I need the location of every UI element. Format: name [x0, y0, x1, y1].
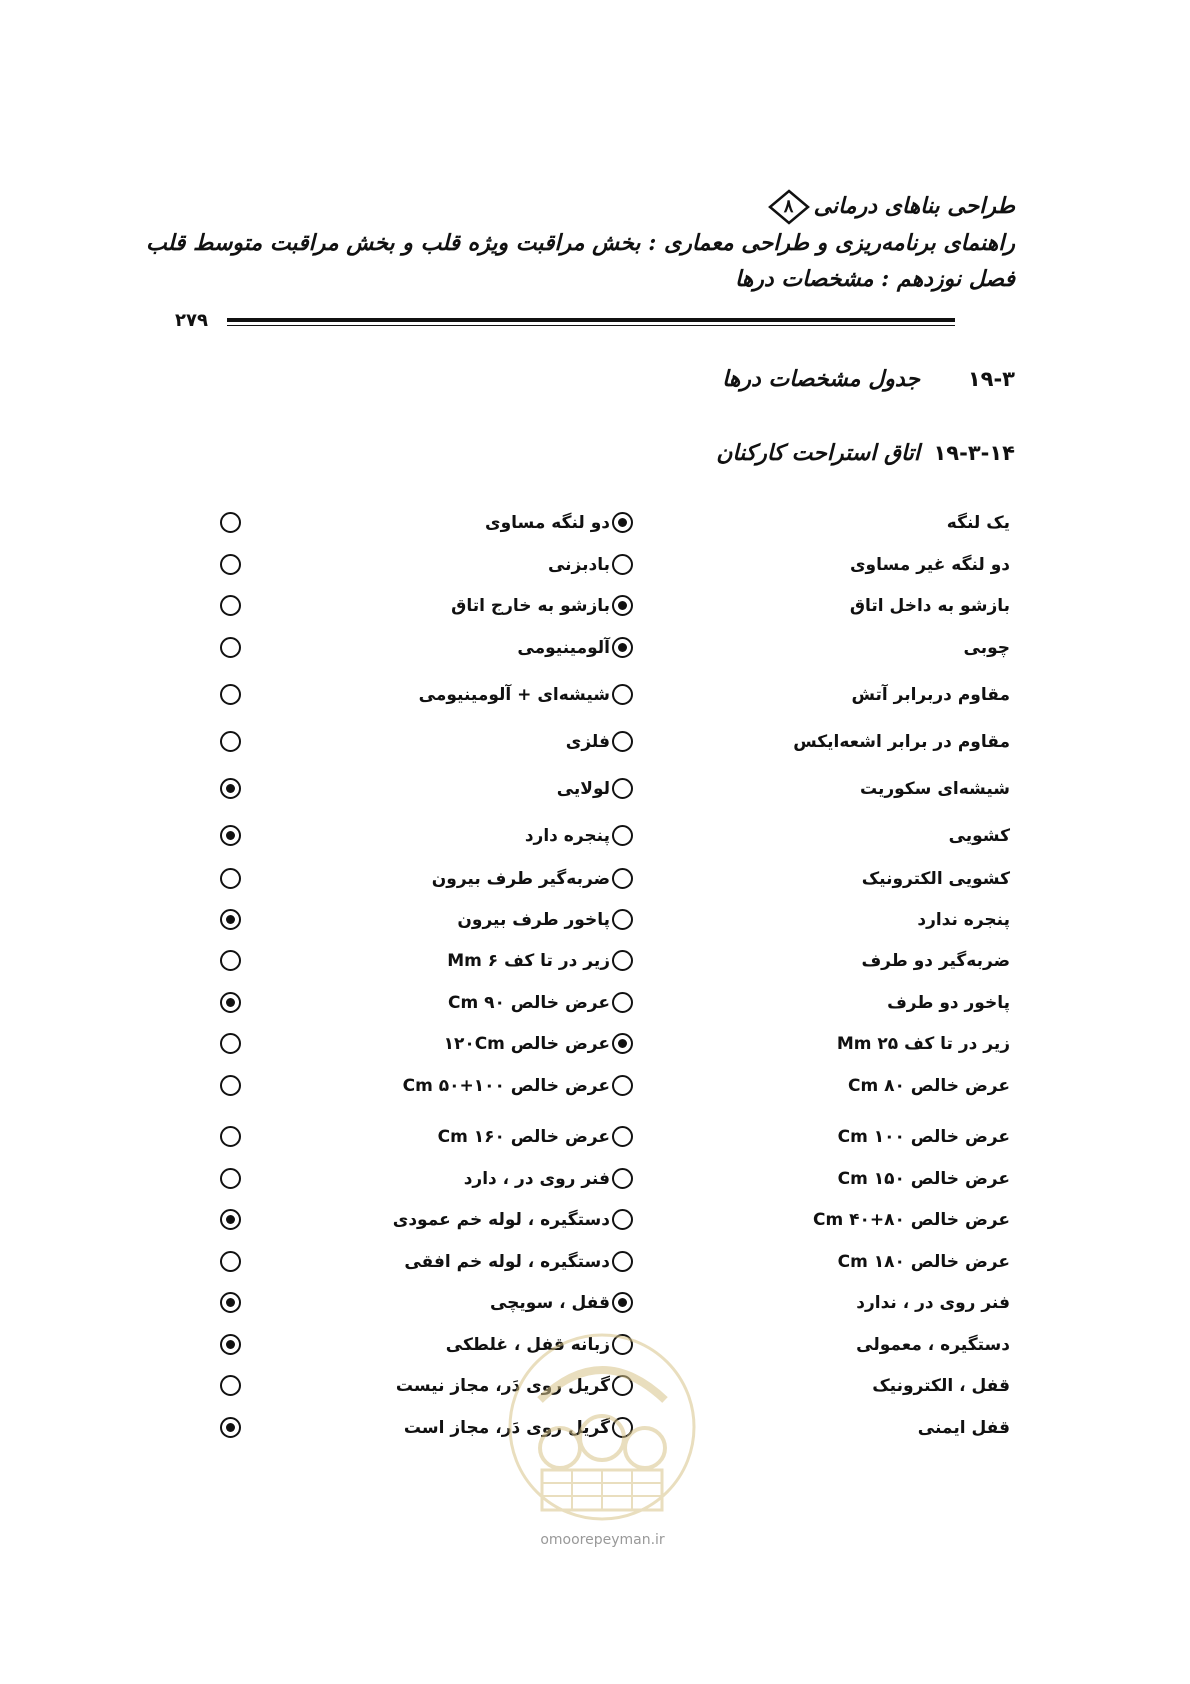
option-row	[210, 727, 1010, 757]
option-row	[210, 1247, 1010, 1277]
option-row	[210, 988, 1010, 1018]
radio-unchecked[interactable]	[612, 992, 633, 1013]
option-label: عرض خالص Cm ۱۶۰	[437, 1127, 610, 1147]
option-label: چوبی	[963, 638, 1010, 658]
radio-unchecked[interactable]	[220, 1375, 241, 1396]
option-label: مقاوم دربرابر آتش	[851, 685, 1010, 705]
radio-unchecked[interactable]	[220, 637, 241, 658]
radio-unchecked[interactable]	[612, 825, 633, 846]
volume-badge	[768, 189, 810, 225]
watermark-url: omoorepeyman.ir	[540, 1532, 665, 1548]
radio-checked[interactable]	[612, 637, 633, 658]
section-number: ۱۹-۳	[967, 367, 1015, 391]
option-label: عرض خالص Cm ۱۰۰	[837, 1127, 1010, 1147]
option-label: دو لنگه مساوی	[484, 513, 610, 533]
option-label: بادبزنی	[547, 555, 610, 575]
option-row	[210, 550, 1010, 580]
radio-unchecked[interactable]	[220, 1126, 241, 1147]
option-label: آلومینیومی	[517, 638, 610, 658]
option-label: عرض خالص ۱۲۰Cm	[443, 1034, 610, 1054]
option-row	[210, 508, 1010, 538]
radio-checked[interactable]	[612, 512, 633, 533]
radio-unchecked[interactable]	[220, 512, 241, 533]
option-label: فنر روی در ، ندارد	[856, 1293, 1010, 1313]
option-row	[210, 946, 1010, 976]
radio-unchecked[interactable]	[220, 1075, 241, 1096]
option-label: کشویی الکترونیک	[861, 869, 1010, 889]
radio-unchecked[interactable]	[612, 554, 633, 575]
option-label: عرض خالص Cm ۱۵۰	[837, 1169, 1010, 1189]
option-label: عرض خالص Cm ۱۸۰	[837, 1252, 1010, 1272]
option-label: بازشو به خارج اتاق	[451, 596, 610, 616]
option-label: عرض خالص Cm ۸۰	[848, 1076, 1010, 1096]
option-label: بازشو به داخل اتاق	[849, 596, 1010, 616]
header-guide-title: راهنمای برنامه‌ریزی و طراحی معماری : بخش مراقبت ویژه قلب و بخش مراقبت متوسط قلب	[146, 230, 1015, 256]
option-row	[210, 1071, 1010, 1101]
radio-unchecked[interactable]	[612, 1168, 633, 1189]
option-label: کشویی	[948, 826, 1010, 846]
option-label: زیر در تا کف Mm ۲۵	[836, 1034, 1010, 1054]
radio-checked[interactable]	[220, 992, 241, 1013]
header-rule	[175, 310, 1015, 331]
option-row	[210, 1029, 1010, 1059]
radio-checked[interactable]	[220, 778, 241, 799]
option-label: قفل ، الکترونیک	[872, 1376, 1010, 1396]
radio-checked[interactable]	[612, 1033, 633, 1054]
subsection-heading	[716, 440, 1015, 466]
option-label: شیشه‌ای + آلومینیومی	[418, 685, 610, 705]
radio-unchecked[interactable]	[612, 909, 633, 930]
option-label: زیر در تا کف Mm ۶	[447, 951, 610, 971]
radio-checked[interactable]	[612, 1292, 633, 1313]
option-row	[210, 680, 1010, 710]
option-label: دستگیره ، لوله خم عمودی	[392, 1210, 610, 1230]
radio-unchecked[interactable]	[612, 684, 633, 705]
option-label: پاخور طرف بیرون	[457, 910, 610, 930]
radio-unchecked[interactable]	[220, 731, 241, 752]
radio-unchecked[interactable]	[612, 731, 633, 752]
option-row	[210, 591, 1010, 621]
radio-unchecked[interactable]	[220, 595, 241, 616]
option-row	[210, 633, 1010, 663]
option-label: شیشه‌ای سکوریت	[859, 779, 1010, 799]
page-header	[146, 188, 1015, 297]
subsection-number: ۱۹-۳-۱۴	[933, 441, 1015, 465]
option-label: عرض خالص Cm ۵۰+۱۰۰	[402, 1076, 610, 1096]
option-label: ضربه‌گیر دو طرف	[861, 951, 1010, 971]
radio-checked[interactable]	[220, 909, 241, 930]
radio-unchecked[interactable]	[220, 554, 241, 575]
radio-unchecked[interactable]	[612, 1126, 633, 1147]
option-label: عرض خالص Cm ۴۰+۸۰	[813, 1210, 1010, 1230]
subsection-title: اتاق استراحت کارکنان	[716, 440, 920, 466]
option-row	[210, 1122, 1010, 1152]
radio-unchecked[interactable]	[612, 1075, 633, 1096]
radio-unchecked[interactable]	[612, 1209, 633, 1230]
option-label: لولایی	[556, 779, 610, 799]
radio-unchecked[interactable]	[612, 1251, 633, 1272]
radio-unchecked[interactable]	[220, 1251, 241, 1272]
radio-unchecked[interactable]	[612, 778, 633, 799]
option-label: گریل روی دَر، مجاز است	[403, 1418, 610, 1438]
option-label: عرض خالص Cm ۹۰	[448, 993, 610, 1013]
header-book-title: طراحی بناهای درمانی	[813, 193, 1015, 219]
volume-number: ۸	[783, 196, 794, 217]
option-row	[210, 821, 1010, 851]
option-label: گریل روی دَر، مجاز نیست	[395, 1376, 610, 1396]
option-row	[210, 905, 1010, 935]
radio-unchecked[interactable]	[220, 1168, 241, 1189]
header-chapter-title: فصل نوزدهم : مشخصات درها	[735, 266, 1015, 292]
radio-unchecked[interactable]	[220, 950, 241, 971]
radio-checked[interactable]	[220, 1292, 241, 1313]
option-label: قفل ، سویچی	[489, 1293, 610, 1313]
option-label: دستگیره ، لوله خم افقی	[404, 1252, 610, 1272]
option-label: قفل ایمنی	[917, 1418, 1010, 1438]
option-label: فنر روی در ، دارد	[463, 1169, 610, 1189]
thin-rule	[227, 325, 955, 326]
option-label: دو لنگه غیر مساوی	[849, 555, 1010, 575]
radio-checked[interactable]	[220, 1334, 241, 1355]
watermark-seal	[490, 1330, 715, 1525]
option-row	[210, 1164, 1010, 1194]
thick-rule	[227, 318, 955, 322]
option-label: پاخور دو طرف	[887, 993, 1010, 1013]
page-number: ۲۷۹	[175, 310, 208, 331]
radio-checked[interactable]	[220, 1209, 241, 1230]
radio-unchecked[interactable]	[612, 868, 633, 889]
header-book-title-line	[175, 188, 1015, 225]
option-label: پنجره دارد	[524, 826, 610, 846]
radio-checked[interactable]	[612, 595, 633, 616]
section-heading	[722, 366, 1015, 392]
option-label: مقاوم در برابر اشعه‌ایکس	[793, 732, 1010, 752]
radio-unchecked[interactable]	[220, 684, 241, 705]
option-row	[210, 1205, 1010, 1235]
radio-unchecked[interactable]	[220, 1033, 241, 1054]
option-label: فلزی	[565, 732, 610, 752]
option-label: ضربه‌گیر طرف بیرون	[431, 869, 610, 889]
option-label: زبانه قفل ، غلطکی	[445, 1335, 610, 1355]
option-label: دستگیره ، معمولی	[856, 1335, 1010, 1355]
option-label: پنجره ندارد	[917, 910, 1010, 930]
radio-unchecked[interactable]	[220, 868, 241, 889]
option-row	[210, 864, 1010, 894]
option-row	[210, 774, 1010, 804]
section-title: جدول مشخصات درها	[722, 366, 920, 392]
option-row	[210, 1288, 1010, 1318]
radio-checked[interactable]	[220, 825, 241, 846]
radio-checked[interactable]	[220, 1417, 241, 1438]
radio-unchecked[interactable]	[612, 950, 633, 971]
option-label: یک لنگه	[946, 513, 1010, 533]
